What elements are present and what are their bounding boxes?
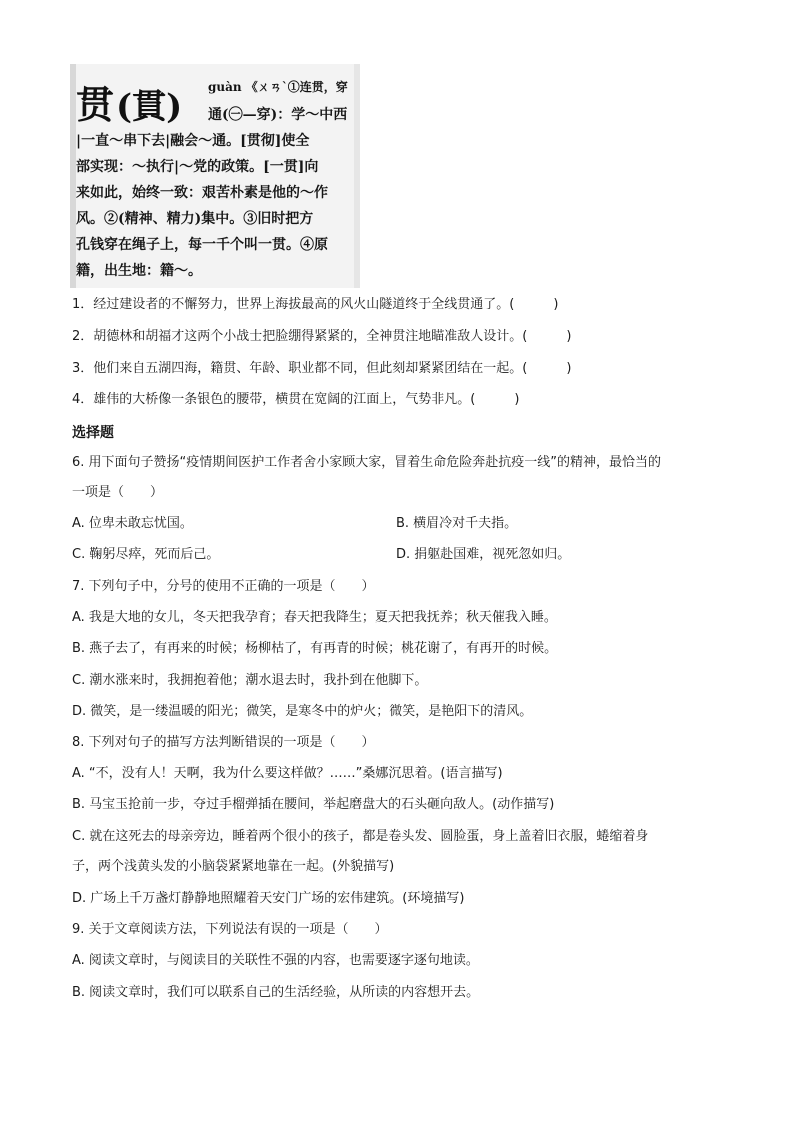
dictionary-line-5: 风。②(精神、精力)集中。③旧时把方 [76,211,314,227]
pinyin-text: guàn 《ㄨㄢˋ [208,80,288,94]
item-2: 2．胡德林和胡福才这两个小战士把脸绷得紧紧的，全神贯注地瞄准敌人设计。( ) [72,329,572,344]
dictionary-headword [76,74,182,129]
dictionary-line-7: 籍，出生地：籍～。 [76,263,202,279]
item-3: 3．他们来自五湖四海，籍贯、年龄、职业都不同，但此刻却紧紧团结在一起。( ) [72,361,572,376]
section-title: 选择题 [72,425,114,441]
q7-option-d: D. 微笑，是一缕温暖的阳光；微笑，是寒冬中的炉火；微笑，是艳阳下的清风。 [72,704,533,719]
q7-stem: 7. 下列句子中，分号的使用不正确的一项是（ ） [72,579,375,594]
dictionary-line-2: |一直～串下去|融会～通。[贯彻]使全 [76,133,310,149]
dictionary-pinyin [208,78,348,95]
q9-option-b: B. 阅读文章时，我们可以联系自己的生活经验，从所读的内容想开去。 [72,985,480,1000]
dictionary-line-3: 部实现：～执行|～党的政策。[一贯]向 [76,159,319,175]
q8-option-c-line2: 子，两个浅黄头发的小脑袋紧紧地靠在一起。(外貌描写) [72,859,395,874]
dictionary-line-4: 来如此，始终一致：艰苦朴素是他的～作 [76,185,328,201]
q8-option-a: A. “不，没有人！天啊，我为什么要这样做？……”桑娜沉思着。(语言描写) [72,766,503,781]
q6-option-d: D. 捐躯赴国难，视死忽如归。 [396,547,571,562]
q8-option-b: B. 马宝玉抢前一步，夺过手榴弹插在腰间，举起磨盘大的石头砸向敌人。(动作描写) [72,797,555,812]
headword-char: 贯 [76,82,117,127]
item-4: 4．雄伟的大桥像一条银色的腰带，横贯在宽阔的江面上，气势非凡。( ) [72,392,520,407]
q8-stem: 8. 下列对句子的描写方法判断错误的一项是（ ） [72,735,375,750]
item-1: 1．经过建设者的不懈努力，世界上海拔最高的风火山隧道终于全线贯通了。( ) [72,297,559,312]
dictionary-line-1: 通(㊀—穿)：学～中西 [208,107,348,123]
dictionary-line-6: 孔钱穿在绳子上，每一千个叫一贯。④原 [76,237,328,253]
dictionary-line-0: ①连贯，穿 [287,80,348,94]
headword-variant: (貫) [116,87,183,127]
q9-stem: 9. 关于文章阅读方法，下列说法有误的一项是（ ） [72,922,388,937]
q6-option-b: B. 横眉冷对千夫指。 [396,516,518,531]
q6-option-a: A. 位卑未敢忘忧国。 [72,516,193,531]
q9-option-a: A. 阅读文章时，与阅读目的关联性不强的内容，也需要逐字逐句地读。 [72,953,479,968]
dictionary-entry-image [70,64,360,288]
q6-option-c: C. 鞠躬尽瘁，死而后己。 [72,547,220,562]
q6-stem-line1: 6. 用下面句子赞扬“疫情期间医护工作者舍小家顾大家，冒着生命危险奔赴抗疫一线”的精神，最恰当的 [72,455,662,470]
q8-option-d: D. 广场上千万盏灯静静地照耀着天安门广场的宏伟建筑。(环境描写) [72,891,465,906]
q6-stem-line2: 一项是（ ） [72,485,164,500]
q7-option-a: A. 我是大地的女儿，冬天把我孕育；春天把我降生；夏天把我抚养；秋天催我入睡。 [72,610,557,625]
q7-option-c: C. 潮水涨来时，我拥抱着他；潮水退去时，我扑到在他脚下。 [72,673,428,688]
q7-option-b: B. 燕子去了，有再来的时候；杨柳枯了，有再青的时候；桃花谢了，有再开的时候。 [72,641,558,656]
q8-option-c-line1: C. 就在这死去的母亲旁边，睡着两个很小的孩子，都是卷头发、圆脸蛋，身上盖着旧衣服，蜷缩着身 [72,829,649,844]
